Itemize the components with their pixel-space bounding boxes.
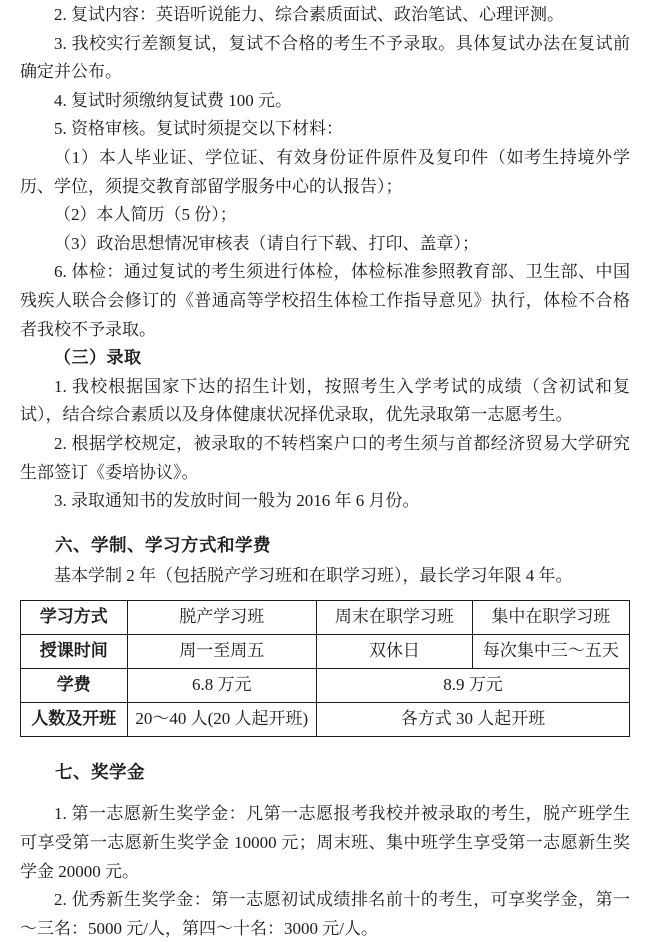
table-header-tuition: 学费 — [21, 668, 128, 702]
table-row-class-time — [21, 634, 630, 668]
paragraph-scholarship-2: 2. 优秀新生奖学金：第一志愿初试成绩排名前十的考生，可享奖学金，第一～三名：5000 元/人，第四～十名：3000 元/人。 — [20, 890, 630, 938]
paragraph-material-1: （1）本人毕业证、学位证、有效身份证件原件及复印件（如考生持境外学历、学位，须提交教育部留学服务中心的认报告）； — [20, 147, 630, 196]
table-cell: 周一至周五 — [127, 634, 316, 668]
table-cell: 脱产学习班 — [127, 600, 316, 634]
paragraph-qualification-review: 5. 资格审核。复试时须提交以下材料： — [54, 119, 343, 139]
paragraph-retest-content: 2. 复试内容：英语听说能力、综合素质面试、政治笔试、心理评测。 — [54, 5, 564, 24]
table-row-tuition — [21, 668, 630, 702]
paragraph-admission-3: 3. 录取通知书的发放时间一般为 2016 年 6 月份。 — [54, 491, 420, 511]
paragraph-admission-2: 2. 根据学校规定，被录取的不转档案户口的考生须与首都经济贸易大学研究生部签订《委培协议》。 — [20, 433, 630, 482]
paragraph-material-3: （3）政治思想情况审核表（请自行下载、打印、盖章）； — [54, 233, 479, 253]
table-header-study-mode: 学习方式 — [21, 600, 128, 634]
table-row-study-mode — [21, 600, 630, 634]
table-cell: 8.9 万元 — [316, 668, 629, 702]
paragraph-retest-fee: 4. 复试时须缴纳复试费 100 元。 — [54, 90, 292, 110]
paragraph-material-2: （2）本人简历（5 份）； — [54, 205, 237, 225]
paragraph-admission-1: 1. 我校根据国家下达的招生计划，按照考生入学考试的成绩（含初试和复试），结合综合素质以及身体健康状况择优录取，优先录取第一志愿考生。 — [20, 376, 630, 425]
paragraph-scholarship-1: 1. 第一志愿新生奖学金：凡第一志愿报考我校并被录取的考生，脱产班学生可享受第一志愿新生奖学金 10000 元；周末班、集中班学生享受第一志愿新生奖学金 20000 元。 — [20, 804, 630, 881]
table-cell: 每次集中三～五天 — [472, 634, 629, 668]
sub-heading-admission: （三）录取 — [54, 348, 142, 368]
table-header-class-time: 授课时间 — [21, 634, 128, 668]
tuition-schedule-table — [20, 600, 630, 737]
table-row-class-size — [21, 702, 630, 736]
table-cell: 集中在职学习班 — [472, 600, 629, 634]
section-heading-schooling: 六、学制、学习方式和学费 — [55, 534, 271, 555]
table-cell: 6.8 万元 — [127, 668, 316, 702]
table-cell: 周末在职学习班 — [316, 600, 472, 634]
paragraph-schooling-intro: 基本学制 2 年（包括脱产学习班和在职学习班），最长学习年限 4 年。 — [54, 566, 573, 586]
section-heading-scholarship: 七、奖学金 — [55, 761, 145, 782]
table-header-class-size: 人数及开班 — [21, 702, 128, 736]
paragraph-physical-exam: 6. 体检：通过复试的考生须进行体检，体检标准参照教育部、卫生部、中国残疾人联合会修订的《普通高等学校招生体检工作指导意见》执行，体检不合格者我校不予录取。 — [20, 262, 630, 339]
table-cell: 双休日 — [316, 634, 472, 668]
paragraph-retest-policy: 3. 我校实行差额复试，复试不合格的考生不予录取。具体复试办法在复试前确定并公布。 — [20, 33, 630, 82]
table-cell: 20～40 人(20 人起开班) — [127, 702, 316, 736]
table-cell: 各方式 30 人起开班 — [316, 702, 629, 736]
